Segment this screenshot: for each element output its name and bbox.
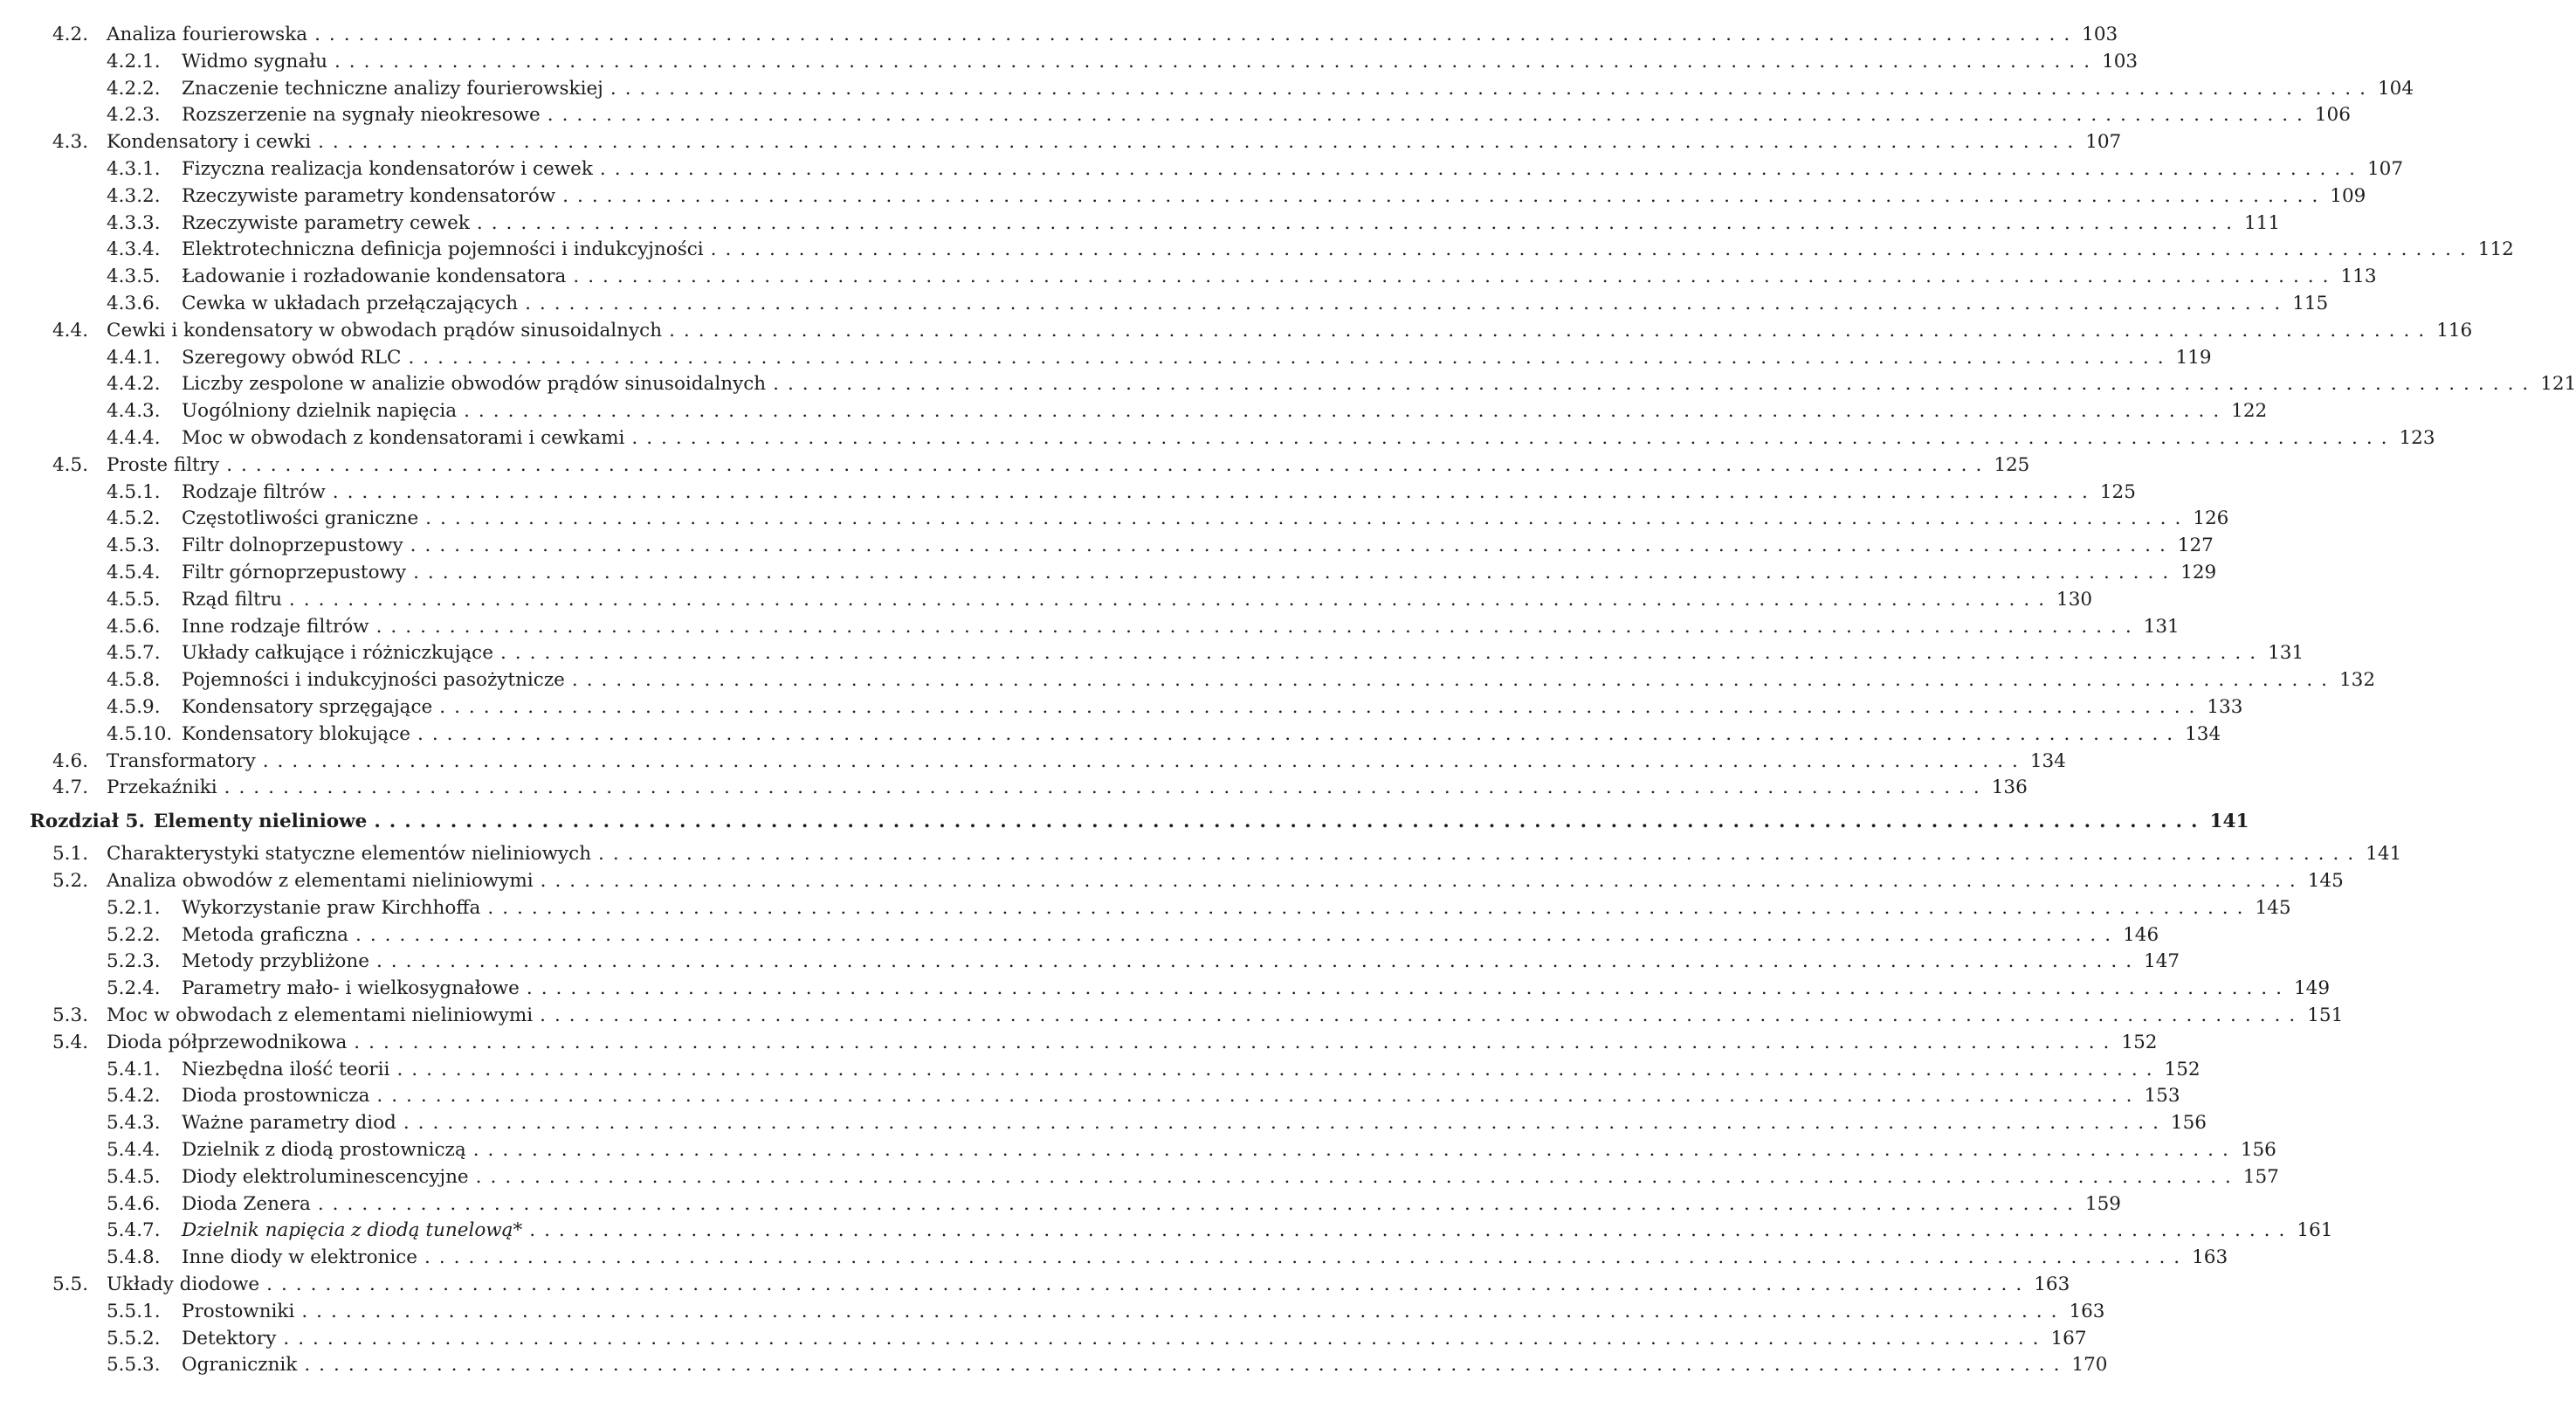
toc-entry-title: Diody elektroluminescencyjne xyxy=(182,1165,469,1188)
toc-chapter-entry xyxy=(30,811,2249,833)
dot-leader: ........................................................................................................................ xyxy=(573,266,2338,288)
toc-entry-page-number: 156 xyxy=(2170,1112,2207,1135)
toc-entry-title: Uogólniony dzielnik napięcia xyxy=(182,400,458,423)
toc-entry-title: Charakterystyki statyczne elementów nieliniowych xyxy=(107,843,592,866)
toc-entry-page-number: 146 xyxy=(2123,923,2159,946)
toc-entry-number: 5.5.1. xyxy=(107,1300,161,1322)
dot-leader: ........................................................................................................................ xyxy=(376,1085,2141,1108)
toc-entry-title: Cewki i kondensatory w obwodach prądów sinusoidalnych xyxy=(107,319,663,342)
toc-entry xyxy=(52,319,2473,342)
toc-entry xyxy=(107,1246,2228,1269)
toc-entry-page-number: 130 xyxy=(2056,588,2093,611)
dot-leader: ........................................................................................................................ xyxy=(526,977,2290,1000)
toc-entry-page-number: 122 xyxy=(2231,400,2268,423)
toc-entry-number: 4.5.2. xyxy=(107,507,161,530)
toc-entry-title: Filtr dolnoprzepustowy xyxy=(182,535,403,557)
dot-leader: ........................................................................................................................ xyxy=(610,77,2374,100)
dot-leader: ........................................................................................................................ xyxy=(773,373,2538,396)
toc-entry-page-number: 149 xyxy=(2293,977,2331,1000)
toc-entry-number: 4.5.3. xyxy=(107,535,161,557)
toc-entry-title: Pojemności i indukcyjności pasożytnicze xyxy=(182,669,565,692)
dot-leader: ........................................................................................................................ xyxy=(304,1354,2069,1377)
toc-entry-number: 5.4.6. xyxy=(107,1192,161,1215)
toc-entry xyxy=(107,1112,2207,1135)
toc-entry xyxy=(52,870,2344,893)
toc-entry-number: 4.2. xyxy=(52,24,89,45)
toc-entry-page-number: 121 xyxy=(2540,373,2576,396)
toc-entry-number: 4.2.2. xyxy=(107,77,161,100)
dot-leader: ........................................................................................................................ xyxy=(283,1327,2048,1349)
toc-entry-page-number: 131 xyxy=(2143,615,2180,638)
toc-entry-title: Układy całkujące i różniczkujące xyxy=(182,642,493,665)
toc-entry-title: Metody przybliżone xyxy=(182,950,369,973)
toc-entry-title: Filtr górnoprzepustowy xyxy=(182,562,407,583)
dot-leader: ........................................................................................................................ xyxy=(540,870,2304,892)
toc-entry-title: Rząd filtru xyxy=(182,588,282,611)
toc-entry xyxy=(107,507,2229,530)
toc-entry xyxy=(107,615,2180,638)
dot-leader: ........................................................................................................................ xyxy=(425,507,2190,530)
dot-leader: ........................................................................................................................ xyxy=(410,535,2174,557)
toc-entry-number: 4.7. xyxy=(52,776,89,799)
toc-entry xyxy=(52,749,2066,773)
toc-entry-page-number: 109 xyxy=(2330,184,2366,207)
toc-entry xyxy=(107,373,2576,396)
toc-entry xyxy=(107,50,2139,73)
toc-entry xyxy=(107,696,2243,719)
toc-entry-page-number: 129 xyxy=(2180,562,2217,583)
toc-entry xyxy=(107,77,2414,100)
toc-entry-title: Elementy nieliniowe xyxy=(153,811,368,833)
toc-entry-title: Przekaźniki xyxy=(107,776,217,799)
dot-leader: ........................................................................................................................ xyxy=(375,950,2141,973)
toc-entry-page-number: 159 xyxy=(2084,1192,2121,1215)
toc-entry-title: Liczby zespolone w analizie obwodów prądów sinusoidalnych xyxy=(182,373,767,396)
toc-entry-number: Rozdział 5. xyxy=(30,811,145,833)
toc-entry-title: Inne rodzaje filtrów xyxy=(182,615,369,638)
toc-entry-title: Parametry mało- i wielkosygnałowe xyxy=(182,977,520,1000)
toc-entry-title: Elektrotechniczna definicja pojemności i indukcyjności xyxy=(182,238,704,261)
toc-entry-title: Szeregowy obwód RLC xyxy=(182,346,402,369)
toc-entry xyxy=(107,238,2514,261)
toc-entry-number: 5.4.5. xyxy=(107,1165,161,1188)
dot-leader: ........................................................................................................................ xyxy=(413,562,2178,583)
toc-entry-number: 5.4.1. xyxy=(107,1058,161,1080)
toc-entry-page-number: 103 xyxy=(2102,50,2139,72)
toc-entry-number: 4.3.2. xyxy=(107,184,161,207)
toc-entry xyxy=(107,1085,2180,1108)
dot-leader: ........................................................................................................................ xyxy=(598,843,2363,866)
toc-entry-title: Ładowanie i rozładowanie kondensatora xyxy=(182,266,567,288)
toc-entry-title: Analiza fourierowska xyxy=(107,24,308,45)
toc-entry xyxy=(52,24,2118,46)
toc-entry-page-number: 167 xyxy=(2050,1327,2087,1349)
toc-entry-page-number: 134 xyxy=(2029,749,2066,772)
dot-leader: ........................................................................................................................ xyxy=(375,615,2140,638)
toc-entry-number: 5.4.4. xyxy=(107,1139,161,1161)
toc-entry-number: 4.5.9. xyxy=(107,696,161,718)
dot-leader: ........................................................................................................................ xyxy=(314,24,2079,45)
toc-entry xyxy=(107,480,2136,504)
toc-entry-page-number: 152 xyxy=(2164,1058,2201,1080)
toc-entry-number: 5.4.2. xyxy=(107,1085,161,1108)
toc-entry-number: 4.3.5. xyxy=(107,266,161,288)
toc-entry xyxy=(107,896,2291,920)
toc-entry-page-number: 170 xyxy=(2071,1354,2108,1377)
toc-entry xyxy=(107,293,2329,315)
toc-entry-page-number: 131 xyxy=(2268,642,2304,665)
dot-leader: ........................................................................................................................ xyxy=(540,1004,2304,1026)
toc-entry-number: 4.5.10. xyxy=(107,722,173,745)
toc-entry-page-number: 152 xyxy=(2121,1031,2158,1053)
toc-entry-title: Rzeczywiste parametry cewek xyxy=(182,211,470,234)
toc-entry-page-number: 125 xyxy=(2099,480,2136,503)
toc-entry-number: 4.6. xyxy=(52,749,89,772)
toc-entry xyxy=(107,400,2268,423)
toc-entry-title: Układy diodowe xyxy=(107,1273,260,1295)
toc-entry-number: 5.4.8. xyxy=(107,1246,161,1269)
toc-entry xyxy=(107,722,2221,746)
toc-entry xyxy=(52,1273,2070,1296)
toc-entry-title: Cewka w układach przełączających xyxy=(182,293,519,314)
toc-entry-title: Dzielnik napięcia z diodą tunelową* xyxy=(182,1219,523,1242)
dot-leader: ........................................................................................................................ xyxy=(464,400,2228,423)
dot-leader: ........................................................................................................................ xyxy=(354,1031,2118,1053)
toc-entry-title: Kondensatory blokujące xyxy=(182,722,411,745)
toc-entry xyxy=(107,266,2377,288)
dot-leader: ........................................................................................................................ xyxy=(475,1165,2240,1188)
toc-entry xyxy=(107,184,2366,208)
dot-leader: ........................................................................................................................ xyxy=(226,453,1991,476)
toc-entry-number: 4.3.1. xyxy=(107,158,161,180)
toc-entry xyxy=(107,1219,2333,1242)
toc-entry-title: Ogranicznik xyxy=(182,1354,298,1377)
toc-entry-number: 5.2.1. xyxy=(107,896,161,919)
toc-entry-page-number: 147 xyxy=(2144,950,2180,973)
toc-entry-number: 4.2.1. xyxy=(107,50,161,72)
toc-entry xyxy=(107,158,2404,181)
toc-entry-number: 4.5. xyxy=(52,453,89,476)
toc-entry-number: 5.2.4. xyxy=(107,977,161,1000)
dot-leader: ........................................................................................................................ xyxy=(472,1139,2237,1161)
dot-leader: ........................................................................................................................ xyxy=(318,131,2083,154)
toc-entry xyxy=(107,1058,2201,1081)
toc-entry-page-number: 104 xyxy=(2377,77,2414,100)
toc-entry-number: 4.3.4. xyxy=(107,238,161,261)
toc-entry-number: 4.5.4. xyxy=(107,562,161,583)
toc-entry-number: 4.5.1. xyxy=(107,480,161,503)
dot-leader: ........................................................................................................................ xyxy=(499,642,2265,665)
dot-leader: ........................................................................................................................ xyxy=(408,346,2173,369)
toc-entry-page-number: 136 xyxy=(1991,776,2028,799)
toc-entry-number: 4.5.7. xyxy=(107,642,161,665)
toc-entry-page-number: 107 xyxy=(2085,131,2122,154)
toc-entry-title: Wykorzystanie praw Kirchhoffa xyxy=(182,896,481,919)
toc-entry-title: Transformatory xyxy=(107,749,256,772)
dot-leader: ........................................................................................................................ xyxy=(262,749,2027,772)
dot-leader: ........................................................................................................................ xyxy=(417,722,2182,745)
dot-leader: ........................................................................................................................ xyxy=(424,1246,2189,1269)
toc-entry-number: 5.3. xyxy=(52,1004,89,1026)
toc-entry xyxy=(107,535,2214,557)
toc-entry xyxy=(52,776,2028,799)
toc-entry-page-number: 163 xyxy=(2034,1273,2070,1295)
toc-entry xyxy=(107,1300,2105,1323)
toc-entry-number: 4.4.4. xyxy=(107,427,161,449)
dot-leader: ........................................................................................................................ xyxy=(266,1273,2031,1295)
toc-entry-number: 4.4.1. xyxy=(107,346,161,369)
toc-entry-page-number: 145 xyxy=(2307,870,2344,892)
toc-entry-page-number: 156 xyxy=(2240,1139,2276,1161)
toc-entry-title: Znaczenie techniczne analizy fourierowskiej xyxy=(182,77,603,100)
toc-entry-number: 5.4. xyxy=(52,1031,89,1053)
dot-leader: ........................................................................................................................ xyxy=(396,1058,2161,1080)
dot-leader: ........................................................................................................................ xyxy=(631,427,2396,449)
toc-entry xyxy=(107,669,2376,692)
toc-entry-title: Rozszerzenie na sygnały nieokresowe xyxy=(182,104,541,127)
toc-entry-number: 5.5.2. xyxy=(107,1327,161,1349)
toc-entry-title: Inne diody w elektronice xyxy=(182,1246,418,1269)
toc-entry-title: Częstotliwości graniczne xyxy=(182,507,419,530)
dot-leader: ........................................................................................................................ xyxy=(547,104,2311,127)
toc-entry-page-number: 127 xyxy=(2177,535,2214,557)
toc-entry-page-number: 111 xyxy=(2243,211,2281,234)
dot-leader: ........................................................................................................................ xyxy=(332,480,2097,503)
toc-entry xyxy=(52,1031,2158,1054)
toc-entry xyxy=(107,977,2331,1000)
toc-entry xyxy=(52,453,2030,477)
toc-entry-page-number: 134 xyxy=(2185,722,2221,745)
toc-entry-title: Proste filtry xyxy=(107,453,220,476)
toc-entry-page-number: 163 xyxy=(2069,1300,2105,1322)
toc-entry xyxy=(107,950,2180,973)
toc-entry-title: Dioda Zenera xyxy=(182,1192,311,1215)
toc-entry-page-number: 151 xyxy=(2307,1004,2344,1026)
toc-entry-title: Rzeczywiste parametry kondensatorów xyxy=(182,184,556,207)
toc-entry-page-number: 153 xyxy=(2144,1085,2180,1108)
dot-leader: ........................................................................................................................ xyxy=(710,238,2475,261)
toc-entry-page-number: 103 xyxy=(2082,24,2118,45)
toc-entry-title: Dioda prostownicza xyxy=(182,1085,370,1108)
toc-entry-page-number: 132 xyxy=(2339,669,2376,692)
toc-entry-number: 5.1. xyxy=(52,843,89,866)
toc-entry-page-number: 115 xyxy=(2292,293,2329,314)
toc-entry-number: 4.3. xyxy=(52,131,89,154)
toc-entry-title: Kondensatory i cewki xyxy=(107,131,312,154)
dot-leader: ........................................................................................................................ xyxy=(476,211,2241,234)
toc-entry-page-number: 119 xyxy=(2175,346,2212,369)
toc-entry-title: Widmo sygnału xyxy=(182,50,327,72)
toc-entry xyxy=(107,1327,2087,1350)
toc-entry-title: Kondensatory sprzęgające xyxy=(182,696,433,718)
toc-entry-page-number: 145 xyxy=(2255,896,2291,919)
toc-entry-page-number: 161 xyxy=(2297,1219,2333,1242)
toc-entry-number: 5.2.3. xyxy=(107,950,161,973)
toc-entry xyxy=(107,1165,2279,1189)
dot-leader: ........................................................................................................................ xyxy=(288,588,2054,611)
dot-leader: ........................................................................................................................ xyxy=(317,1192,2082,1215)
dot-leader: ........................................................................................................................ xyxy=(403,1112,2167,1135)
toc-entry-page-number: 163 xyxy=(2192,1246,2228,1269)
toc-entry xyxy=(107,1354,2108,1377)
toc-entry-title: Prostowniki xyxy=(182,1300,295,1322)
toc-entry xyxy=(52,1004,2344,1027)
toc-entry-title: Rodzaje filtrów xyxy=(182,480,326,503)
dot-leader: ........................................................................................................................ xyxy=(374,811,2207,833)
dot-leader: ........................................................................................................................ xyxy=(301,1300,2066,1322)
toc-entry xyxy=(52,843,2402,866)
toc-entry-page-number: 125 xyxy=(1994,453,2030,476)
toc-entry xyxy=(107,1192,2121,1216)
toc-entry xyxy=(107,923,2159,947)
toc-entry-page-number: 123 xyxy=(2399,427,2435,449)
dot-leader: ........................................................................................................................ xyxy=(439,696,2204,718)
toc-entry-page-number: 113 xyxy=(2340,266,2377,288)
toc-entry-number: 5.4.7. xyxy=(107,1219,161,1242)
toc-entry xyxy=(107,346,2212,369)
toc-entry-title: Niezbędna ilość teorii xyxy=(182,1058,390,1080)
dot-leader: ........................................................................................................................ xyxy=(525,293,2290,314)
toc-entry xyxy=(107,562,2217,584)
toc-entry-page-number: 106 xyxy=(2314,104,2351,127)
toc-entry-number: 5.5.3. xyxy=(107,1354,161,1377)
toc-entry-number: 4.5.5. xyxy=(107,588,161,611)
dot-leader: ........................................................................................................................ xyxy=(224,776,1988,799)
toc-entry xyxy=(107,1139,2276,1162)
toc-entry xyxy=(107,642,2304,665)
toc-entry-number: 4.5.8. xyxy=(107,669,161,692)
toc-entry-page-number: 141 xyxy=(2209,811,2249,833)
toc-entry-number: 5.2. xyxy=(52,870,89,892)
toc-entry-number: 4.3.6. xyxy=(107,293,161,314)
toc-entry xyxy=(107,211,2281,235)
toc-entry-number: 5.5. xyxy=(52,1273,89,1295)
toc-entry-page-number: 157 xyxy=(2242,1165,2279,1188)
toc-entry xyxy=(107,588,2093,611)
toc-entry-number: 4.2.3. xyxy=(107,104,161,127)
dot-leader: ........................................................................................................................ xyxy=(355,923,2120,946)
dot-leader: ........................................................................................................................ xyxy=(562,184,2327,207)
toc-entry-number: 4.4. xyxy=(52,319,89,342)
toc-entry-title: Moc w obwodach z kondensatorami i cewkami xyxy=(182,427,625,449)
toc-entry-number: 4.3.3. xyxy=(107,211,161,234)
dot-leader: ........................................................................................................................ xyxy=(571,669,2336,692)
toc-entry-page-number: 141 xyxy=(2366,843,2402,866)
toc-entry-number: 4.4.2. xyxy=(107,373,161,396)
dot-leader: ........................................................................................................................ xyxy=(669,319,2434,342)
toc-entry-number: 4.5.6. xyxy=(107,615,161,638)
toc-entry-number: 5.2.2. xyxy=(107,923,161,946)
toc-entry-title: Dzielnik z diodą prostowniczą xyxy=(182,1139,466,1161)
dot-leader: ........................................................................................................................ xyxy=(487,896,2252,919)
toc-entry-title: Metoda graficzna xyxy=(182,923,348,946)
toc-entry-title: Moc w obwodach z elementami nieliniowymi xyxy=(107,1004,534,1026)
toc-entry-title: Ważne parametry diod xyxy=(182,1112,396,1135)
dot-leader: ........................................................................................................................ xyxy=(334,50,2099,72)
dot-leader: ........................................................................................................................ xyxy=(529,1219,2294,1242)
toc-entry-number: 4.4.3. xyxy=(107,400,161,423)
toc-entry-title: Fizyczna realizacja kondensatorów i cewek xyxy=(182,158,593,180)
toc-entry xyxy=(107,427,2435,450)
toc-entry-page-number: 126 xyxy=(2193,507,2229,530)
dot-leader: ........................................................................................................................ xyxy=(599,158,2364,180)
toc-entry xyxy=(107,104,2351,127)
toc-entry-page-number: 112 xyxy=(2477,238,2514,261)
toc-entry-page-number: 133 xyxy=(2207,696,2243,718)
toc-entry-title: Dioda półprzewodnikowa xyxy=(107,1031,348,1053)
toc-entry xyxy=(52,131,2122,154)
toc-entry-title: Analiza obwodów z elementami nieliniowymi xyxy=(107,870,534,892)
toc-entry-page-number: 107 xyxy=(2367,158,2404,180)
toc-entry-title: Detektory xyxy=(182,1327,277,1349)
toc-entry-number: 5.4.3. xyxy=(107,1112,161,1135)
toc-entry-page-number: 116 xyxy=(2436,319,2473,342)
